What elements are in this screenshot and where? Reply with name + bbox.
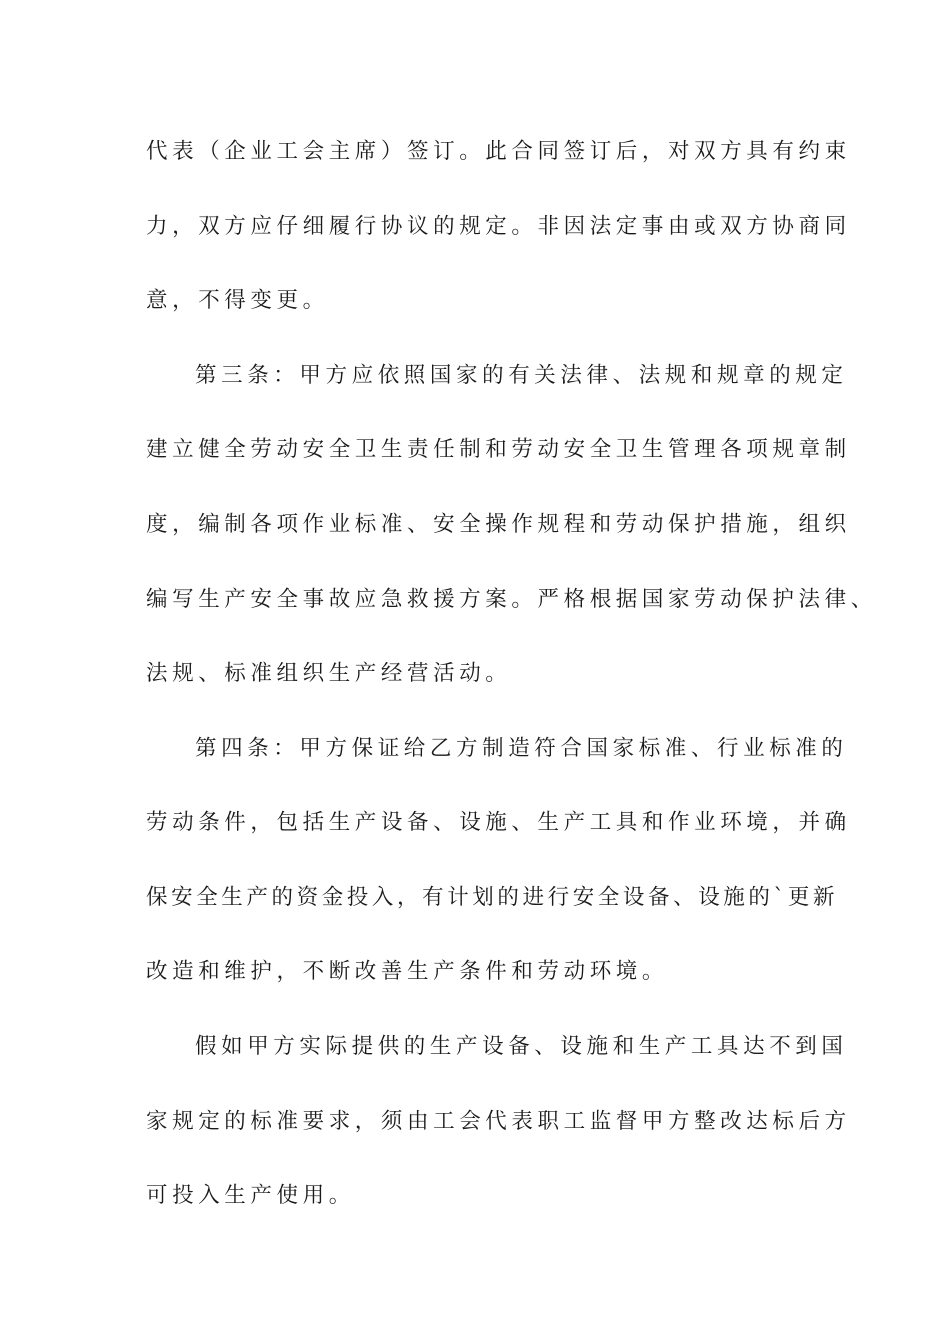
text-line: 度，编制各项作业标准、安全操作规程和劳动保护措施，组织 [146,512,851,537]
text-line: 代表（企业工会主席）签订。此合同签订后，对双方具有约束 [146,139,851,164]
text-line: 法规、标准组织生产经营活动。 [146,661,512,686]
text-line: 建立健全劳动安全卫生责任制和劳动安全卫生管理各项规章制 [146,437,851,462]
text-line: 改造和维护，不断改善生产条件和劳动环境。 [146,959,669,984]
text-line: 力，双方应仔细履行协议的规定。非因法定事由或双方协商同 [146,214,851,239]
text-line: 编写生产安全事故应急救援方案。严格根据国家劳动保护法律、 [146,587,877,612]
text-line: 家规定的标准要求，须由工会代表职工监督甲方整改达标后方 [146,1109,851,1134]
text-line: 保安全生产的资金投入，有计划的进行安全设备、设施的`更新 [146,885,839,910]
text-line: 劳动条件，包括生产设备、设施、生产工具和作业环境，并确 [146,810,851,835]
text-line: 意，不得变更。 [146,288,329,313]
text-line: 假如甲方实际提供的生产设备、设施和生产工具达不到国 [195,1034,848,1059]
text-line: 第四条：甲方保证给乙方制造符合国家标准、行业标准的 [195,736,848,761]
text-line: 可投入生产使用。 [146,1183,355,1208]
text-line: 第三条：甲方应依照国家的有关法律、法规和规章的规定 [195,363,848,388]
